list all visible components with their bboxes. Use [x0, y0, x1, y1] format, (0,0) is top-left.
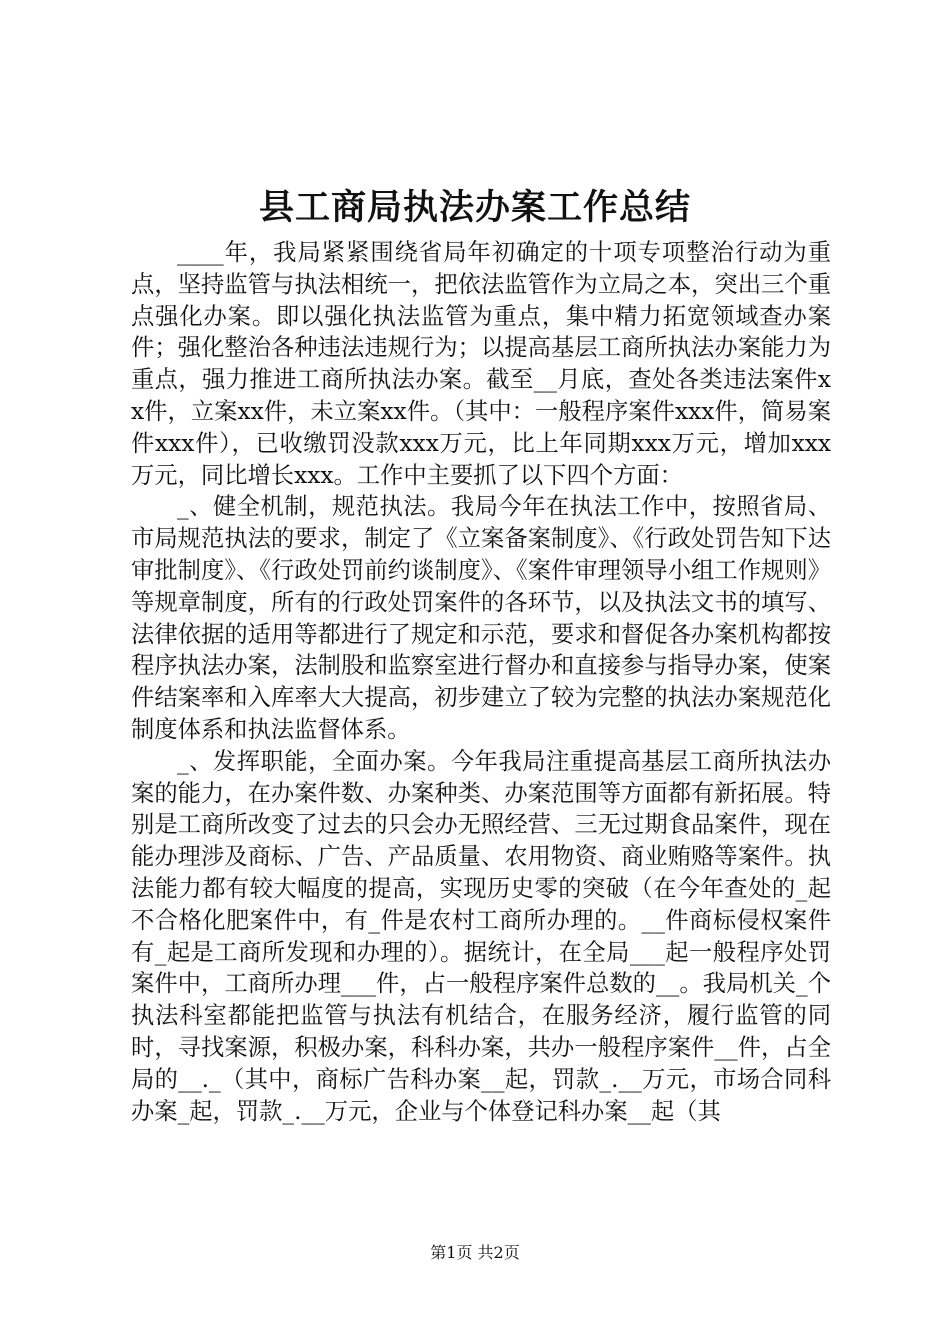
paragraph-mechanism: _、健全机制，规范执法。我局今年在执法工作中，按照省局、市局规范执法的要求，制定了《立案备案制度》、《行政处罚告知下达审批制度》、《行政处罚前约谈制度》、《案件审理领导小组工作规则》等规章制度，所有的行政处罚案件的各环节，以及执法文书的填写、法律依据的适用等都进行了规定和示范，要求和督促各办案机构都按程序执法办案，法制股和监察室进行督办和直接参与指导办案，使案件结案率和入库率大大提高，初步建立了较为完整的执法办案规范化制度体系和执法监督体系。: [131, 493, 831, 743]
paragraph-intro: ____年，我局紧紧围绕省局年初确定的十项专项整治行动为重点，坚持监管与执法相统一，把依法监管作为立局之本，突出三个重点强化办案。即以强化执法监管为重点，集中精力拓宽领域查办案件；强化整治各种违法违规行为；以提高基层工商所执法办案能力为重点，强力推进工商所执法办案。截至__月底，查处各类违法案件xx件，立案xx件，未立案xx件。（其中：一般程序案件xxx件，简易案件xxx件），已收缴罚没款xxx万元，比上年同期xxx万元，增加xxx万元，同比增长xxx。工作中主要抓了以下四个方面：: [131, 239, 831, 489]
document-body: [131, 237, 831, 1127]
page-footer: 第1页 共2页: [430, 1243, 520, 1262]
document-title: 县工商局执法办案工作总结: [258, 187, 691, 228]
paragraph-functions: _、发挥职能，全面办案。今年我局注重提高基层工商所执法办案的能力，在办案件数、办案种类、办案范围等方面都有新拓展。特别是工商所改变了过去的只会办无照经营、三无过期食品案件，现在能办理涉及商标、广告、产品质量、农用物资、商业贿赂等案件。执法能力都有较大幅度的提高，实现历史零的突破（在今年查处的_起不合格化肥案件中，有_件是农村工商所办理的。__件商标侵权案件有_起是工商所发现和办理的）。据统计，在全局___起一般程序处罚案件中，工商所办理___件，占一般程序案件总数的__。我局机关_个执法科室都能把监管与执法有机结合，在服务经济，履行监管的同时，寻找案源，积极办案，科科办案，共办一般程序案件__件，占全局的__._（其中，商标广告科办案__起，罚款_.__万元，市场合同科办案_起，罚款_.__万元，企业与个体登记科办案__起（其: [131, 747, 831, 1125]
